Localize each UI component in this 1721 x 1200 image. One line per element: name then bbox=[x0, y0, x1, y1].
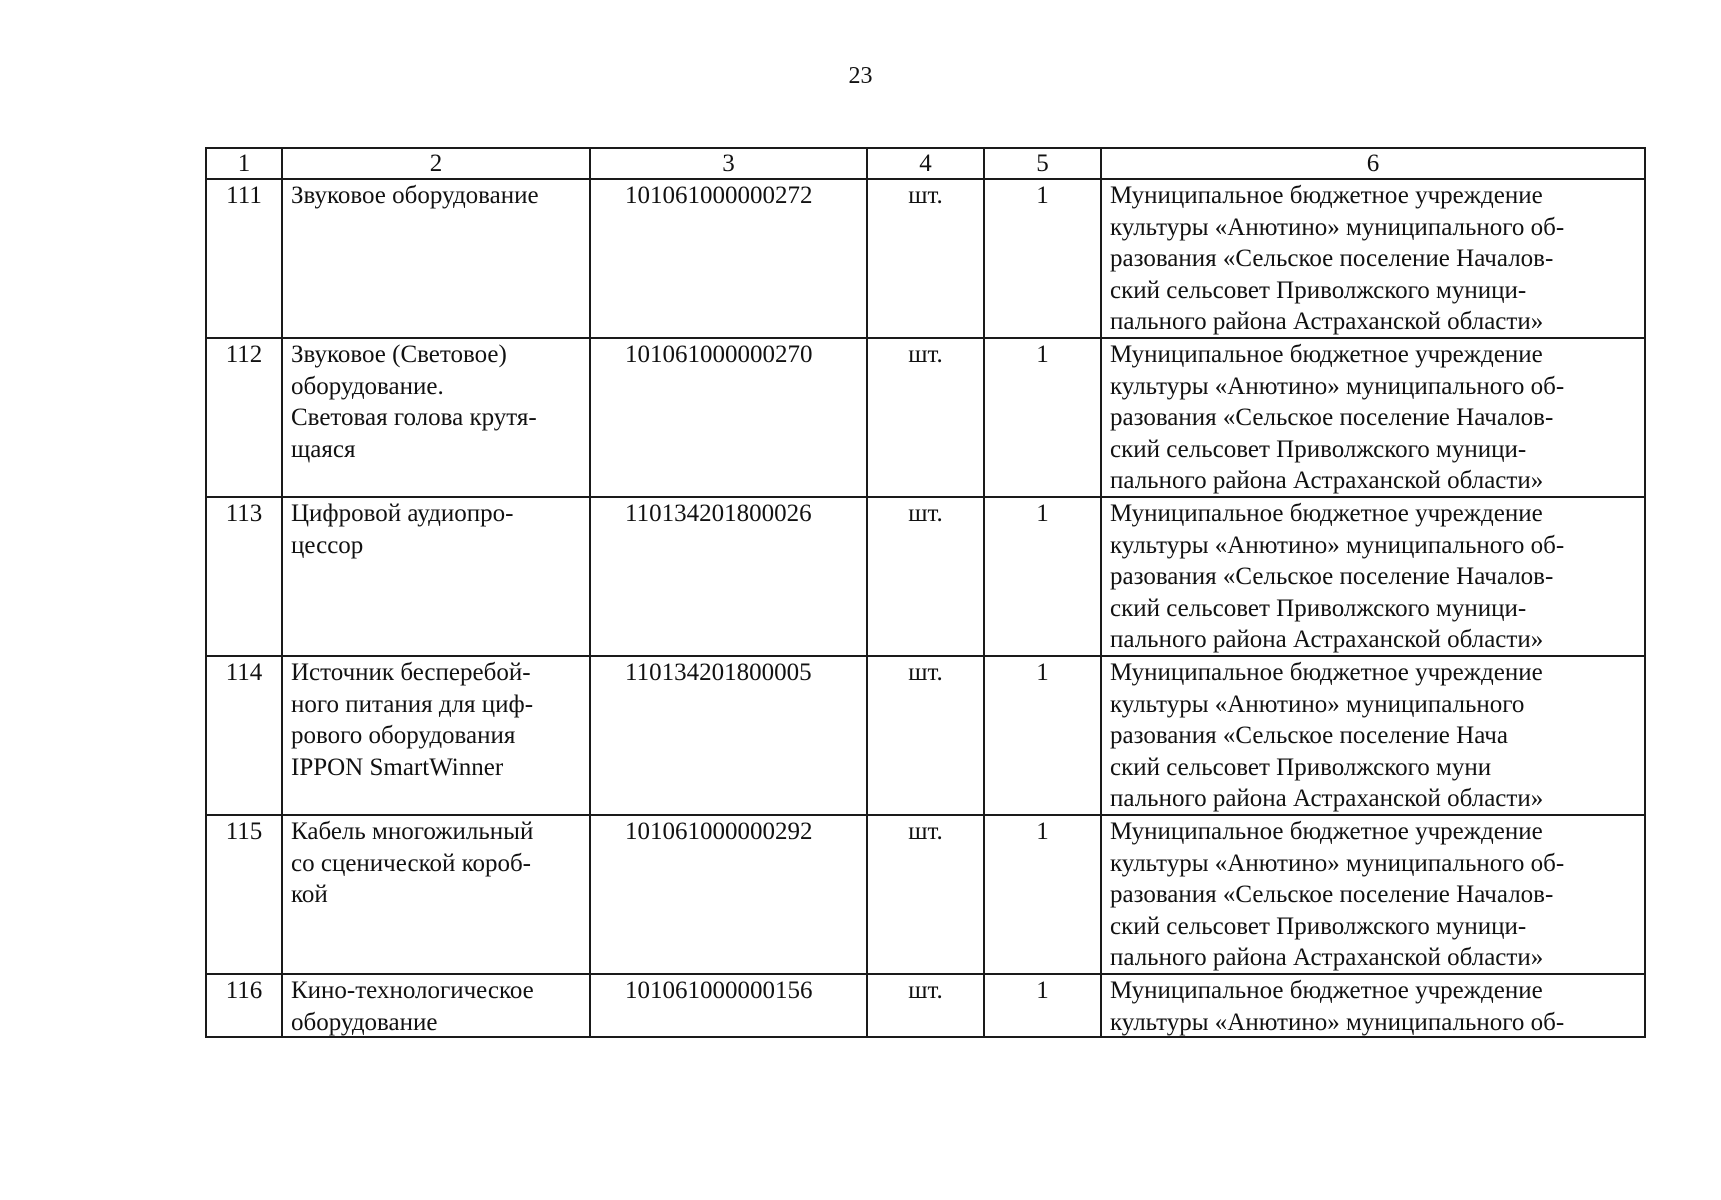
unit: шт. bbox=[867, 815, 984, 974]
holder bbox=[1101, 179, 1645, 338]
table-row bbox=[206, 815, 1645, 974]
table-row bbox=[206, 656, 1645, 815]
table-row bbox=[206, 179, 1645, 338]
holder bbox=[1101, 974, 1645, 1037]
unit: шт. bbox=[867, 656, 984, 815]
header-col-1: 1 bbox=[206, 148, 282, 179]
inventory-number: 101061000000272 bbox=[590, 179, 867, 338]
inventory-number: 101061000000156 bbox=[590, 974, 867, 1037]
quantity: 1 bbox=[984, 497, 1101, 656]
table-row bbox=[206, 338, 1645, 497]
row-number: 114 bbox=[206, 656, 282, 815]
inventory-number: 101061000000292 bbox=[590, 815, 867, 974]
row-number: 113 bbox=[206, 497, 282, 656]
holder-text: Муниципальное бюджетное учреждение культуры «Анютино» муниципального об- разования «Сельское поселение Началов- ский сельсовет Приволжского муници- пального района Астраханской области» bbox=[1110, 818, 1565, 971]
holder-text: Муниципальное бюджетное учреждение культуры «Анютино» муниципального об- разования «Сельское поселение Началов- ский сельсовет Приволжского муници- пального района Астраханской области» bbox=[1110, 182, 1565, 335]
row-number: 116 bbox=[206, 974, 282, 1037]
quantity: 1 bbox=[984, 338, 1101, 497]
item-name bbox=[282, 497, 590, 656]
table-header-row bbox=[206, 148, 1645, 179]
holder bbox=[1101, 497, 1645, 656]
unit: шт. bbox=[867, 974, 984, 1037]
quantity: 1 bbox=[984, 974, 1101, 1037]
unit: шт. bbox=[867, 338, 984, 497]
row-number: 112 bbox=[206, 338, 282, 497]
header-col-5: 5 bbox=[984, 148, 1101, 179]
item-name-text: Источник бесперебой- ного питания для циф- рового оборудования IPPON SmartWinner bbox=[291, 659, 534, 781]
header-col-3: 3 bbox=[590, 148, 867, 179]
item-name bbox=[282, 974, 590, 1037]
item-name-text: Цифровой аудиопро- цессор bbox=[291, 500, 514, 559]
item-name bbox=[282, 179, 590, 338]
property-table bbox=[205, 147, 1646, 1038]
item-name bbox=[282, 338, 590, 497]
table-row bbox=[206, 497, 1645, 656]
item-name-text: Кабель многожильный со сценической короб- кой bbox=[291, 818, 534, 908]
item-name bbox=[282, 815, 590, 974]
holder-text: Муниципальное бюджетное учреждение культуры «Анютино» муниципального об- bbox=[1110, 977, 1565, 1036]
holder bbox=[1101, 815, 1645, 974]
holder-text: Муниципальное бюджетное учреждение культуры «Анютино» муниципального разования «Сельское поселение Нача ский сельсовет Приволжского муни пального района Астраханской области» bbox=[1110, 659, 1544, 812]
page-number: 23 bbox=[848, 63, 873, 89]
item-name bbox=[282, 656, 590, 815]
table-row bbox=[206, 974, 1645, 1037]
quantity: 1 bbox=[984, 815, 1101, 974]
header-col-6: 6 bbox=[1101, 148, 1645, 179]
row-number: 111 bbox=[206, 179, 282, 338]
item-name-text: Звуковое (Световое) оборудование. Световая голова крутя- щаяся bbox=[291, 341, 537, 463]
quantity: 1 bbox=[984, 656, 1101, 815]
holder bbox=[1101, 338, 1645, 497]
unit: шт. bbox=[867, 497, 984, 656]
unit: шт. bbox=[867, 179, 984, 338]
inventory-number: 110134201800026 bbox=[590, 497, 867, 656]
inventory-number: 110134201800005 bbox=[590, 656, 867, 815]
header-col-4: 4 bbox=[867, 148, 984, 179]
inventory-number: 101061000000270 bbox=[590, 338, 867, 497]
row-number: 115 bbox=[206, 815, 282, 974]
item-name-text: Кино-технологическое оборудование bbox=[291, 977, 534, 1036]
item-name-text: Звуковое оборудование bbox=[291, 182, 539, 209]
holder bbox=[1101, 656, 1645, 815]
holder-text: Муниципальное бюджетное учреждение культуры «Анютино» муниципального об- разования «Сельское поселение Началов- ский сельсовет Приволжского муници- пального района Астраханской области» bbox=[1110, 341, 1565, 494]
quantity: 1 bbox=[984, 179, 1101, 338]
header-col-2: 2 bbox=[282, 148, 590, 179]
holder-text: Муниципальное бюджетное учреждение культуры «Анютино» муниципального об- разования «Сельское поселение Началов- ский сельсовет Приволжского муници- пального района Астраханской области» bbox=[1110, 500, 1565, 653]
